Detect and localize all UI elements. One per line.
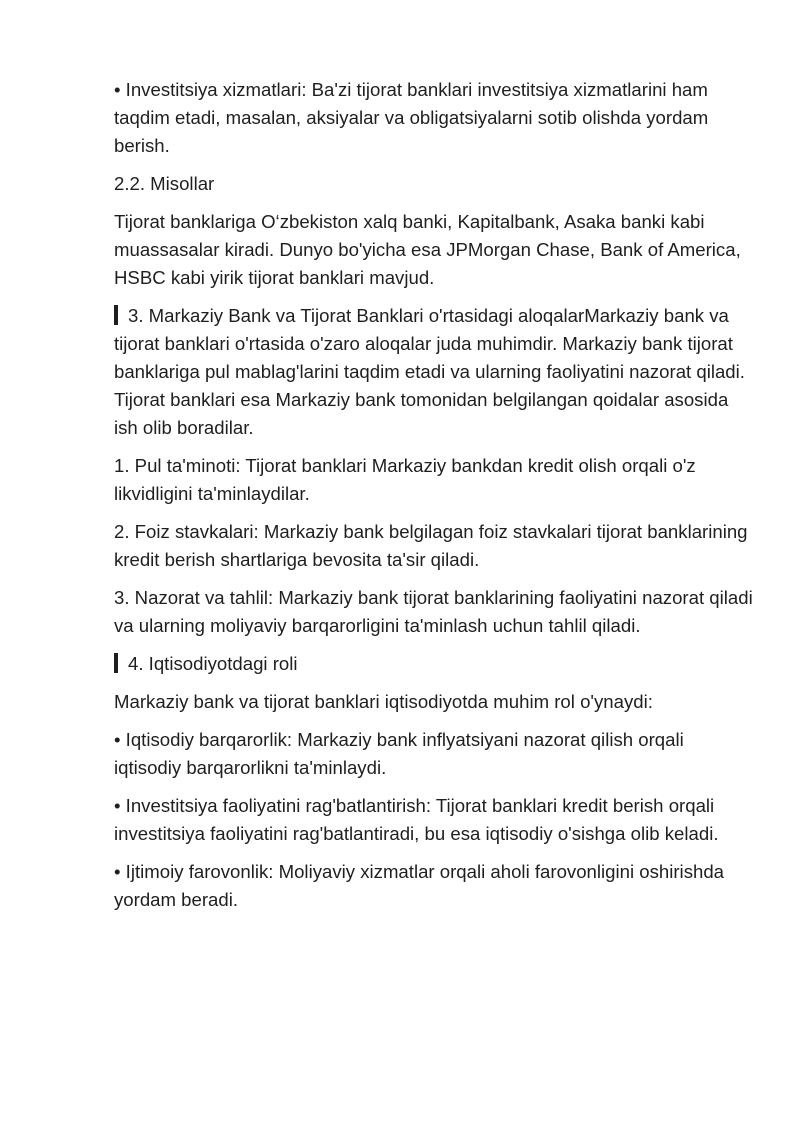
list-item-interest-rates: 2. Foiz stavkalari: Markaziy bank belgilagan foiz stavkalari tijorat banklarining kredit berish shartlariga bevosita ta'sir qiladi. [114,521,748,570]
bullet-investment-stimulation: • Investitsiya faoliyatini rag'batlantirish: Tijorat banklari kredit berish orqali investitsiya faoliyatini rag'batlantiradi, bu esa iqtisodiy o'sishga olib keladi. [114,795,719,844]
bullet-social-welfare: • Ijtimoiy farovonlik: Moliyaviy xizmatlar orqali aholi farovonligini oshirishda yordam beradi. [114,861,725,910]
bullet-economic-stability: • Iqtisodiy barqarorlik: Markaziy bank inflyatsiyani nazorat qilish orqali iqtisodiy barqarorlikni ta'minlaydi. [114,729,684,778]
section-3-text: 3. Markaziy Bank va Tijorat Banklari o'rtasidagi aloqalarMarkaziy bank va tijorat banklari o'rtasida o'zaro aloqalar juda muhimdir. Markaziy bank tijorat banklariga pul mablag'larini taqdim etadi va ularning faoliyatini nazorat qiladi. Tijorat banklari esa Markaziy bank tomonidan belgilangan qoidalar asosida ish olib boradilar. [114,305,745,438]
list-item-money-supply: 1. Pul ta'minoti: Tijorat banklari Markaziy bankdan kredit olish orqali o'z likvidligini ta'minlaydilar. [114,455,696,504]
list-item-control-analysis: 3. Nazorat va tahlil: Markaziy bank tijorat banklarining faoliyatini nazorat qiladi va ularning moliyaviy barqarorligini ta'minlash uchun tahlil qiladi. [114,587,753,636]
paragraph-roles-intro: Markaziy bank va tijorat banklari iqtisodiyotda muhim rol o'ynaydi: [114,691,653,712]
section-4-title: 4. Iqtisodiyotdagi roli [128,653,298,674]
heading-bar-marker [114,653,118,673]
section-heading-2-2: 2.2. Misollar [114,173,215,194]
section-3-block [114,302,754,442]
document-page [114,76,754,924]
paragraph-examples: Tijorat banklariga O‘zbekiston xalq banki, Kapitalbank, Asaka banki kabi muassasalar kiradi. Dunyo bo'yicha esa JPMorgan Chase, Bank of America, HSBC kabi yirik tijorat banklari mavjud. [114,211,741,288]
heading-bar-marker [114,305,118,325]
paragraph-investment-services: • Investitsiya xizmatlari: Ba'zi tijorat banklari investitsiya xizmatlarini ham taqdim etadi, masalan, aksiyalar va obligatsiyalarni sotib olishda yordam berish. [114,79,709,156]
section-4-heading [114,650,754,678]
